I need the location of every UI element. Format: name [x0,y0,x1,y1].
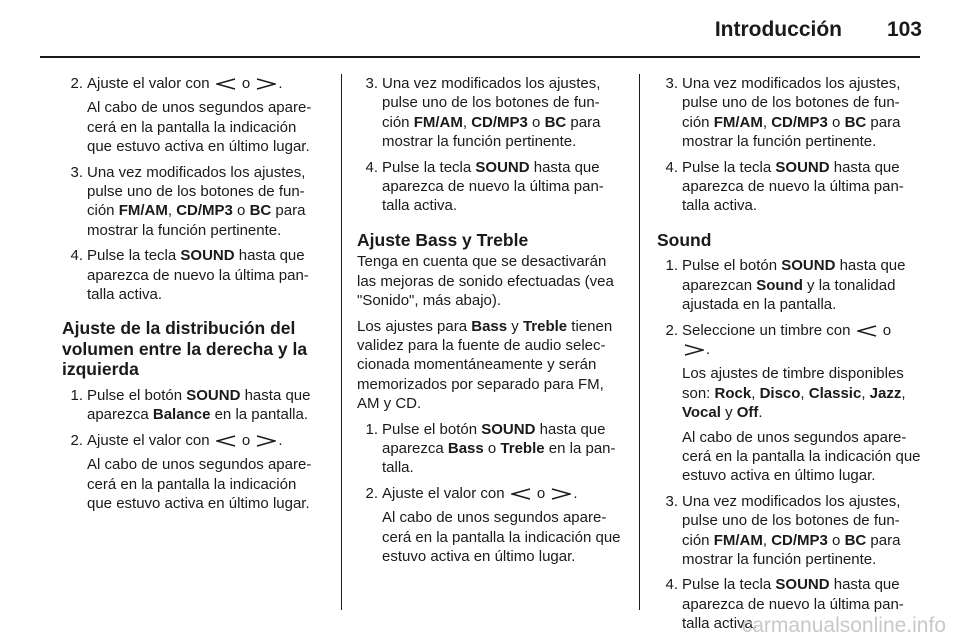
item-number: 2. [70,431,83,449]
item-number: 2. [70,75,83,92]
item-text: . [706,340,711,358]
item-body [682,492,923,570]
button-name: SOUND [475,158,530,176]
item-text: . [278,431,283,449]
button-name: FM/AM [713,113,763,131]
item-text: , [462,113,472,131]
item-body [382,158,625,216]
item-text: o [827,531,845,549]
tone-option: Rock [714,384,752,402]
item-text: o [232,202,250,220]
item-text: o [527,113,545,131]
right-triangle-icon [684,344,704,356]
button-name: CD/MP3 [771,113,828,131]
display-text: Treble [500,440,545,457]
item-text: . [758,404,763,422]
header-rule [40,56,920,58]
item-text: , [167,202,177,220]
item-number: 3. [70,163,83,181]
item-text: , [861,384,870,402]
list-item [657,158,923,216]
list-item [657,321,923,486]
item-text: o [532,484,550,502]
item-text: Ajuste el valor con [87,431,214,449]
list-item [357,484,625,567]
page-title: Introducción [714,18,842,41]
item-number: 4. [665,158,678,176]
column-1 [62,74,324,519]
item-body [382,484,625,567]
watermark: carmanualsonline.info [741,614,946,637]
item-text: Los ajustes de timbre disponibles son: [682,365,904,402]
button-name: CD/MP3 [471,113,528,131]
item-text: Una vez modificados los ajustes, pulse uno de los botones de fun-ción [682,75,901,131]
item-body [682,321,923,486]
item-text: en la pantalla. [210,406,308,424]
item-text: Pulse el botón [382,420,482,438]
item-text: para mostrar la función pertinente. [382,113,601,151]
item-body [87,163,324,241]
item-text: Ajuste el valor con [382,484,509,502]
item-number: 2. [365,484,378,502]
item-text: , [762,531,772,549]
item-text: en la pan-talla. [382,440,616,477]
item-text: Pulse la tecla [382,158,476,176]
button-name: SOUND [186,386,241,404]
item-text: y [507,317,523,335]
tone-option: Disco [759,384,801,402]
item-text: Pulse la tecla [87,247,181,265]
body-paragraph: Tenga en cuenta que se desactivarán las mejoras de sonido efectuadas (vea "Sonido", más abajo). [357,253,614,310]
item-body [87,386,324,425]
left-triangle-icon [216,78,236,90]
list-item [62,246,324,304]
column-divider [341,74,342,610]
item-text: y la tonalidad ajustada en la pantalla. [682,276,896,314]
item-body [87,246,324,304]
item-body [682,74,923,152]
item-body [682,158,923,216]
display-text: Sound [756,276,803,294]
left-triangle-icon [857,325,877,337]
item-text: . [278,75,283,92]
display-text: Bass [471,317,508,335]
right-triangle-icon [256,435,276,447]
item-number: 2. [665,321,678,339]
item-paragraph: Al cabo de unos segundos apare-cerá en la pantalla la indicación que estuvo activa en último lugar. [682,428,921,485]
item-text: hasta que aparezca de nuevo la última pan-talla activa. [382,158,604,215]
tone-option: Vocal [682,404,721,422]
item-text: hasta que aparezca [87,386,311,424]
item-text: para mostrar la función pertinente. [682,113,901,151]
button-name: SOUND [781,257,836,275]
item-text: o [237,75,255,92]
item-text: , [751,384,760,402]
button-name: BC [844,113,867,131]
column-2 [357,74,625,572]
display-text: Bass [447,440,484,457]
section-heading: Ajuste de la distribución del volumen entre la derecha y la izquierda [62,318,308,380]
button-name: SOUND [775,158,830,176]
tone-option: Jazz [869,384,902,402]
item-text: , [762,113,772,131]
column-3 [657,74,923,640]
button-name: BC [844,531,867,549]
item-text: o [878,321,892,339]
item-number: 3. [665,75,678,92]
left-triangle-icon [511,488,531,500]
button-name: SOUND [775,576,830,594]
item-text: , [800,384,809,402]
page-number: 103 [886,18,922,41]
tone-option: Off [736,404,759,422]
button-name: SOUND [481,420,536,438]
item-text: Pulse el botón [682,257,782,275]
item-body [682,256,923,314]
list-item [62,74,324,157]
item-paragraph: Al cabo de unos segundos apare-cerá en la pantalla la indicación que estuvo activa en último lugar. [87,99,312,156]
item-text: hasta que aparezca de nuevo la última pan-talla activa. [682,576,904,633]
item-text: hasta que aparezca de nuevo la última pan-talla activa. [87,247,309,304]
item-text: hasta que aparezcan [682,257,906,294]
item-number: 1. [365,420,378,438]
item-text: Pulse el botón [87,386,187,404]
item-number: 4. [70,247,83,265]
item-text: Los ajustes para [357,317,472,335]
button-name: SOUND [180,247,235,265]
item-text: o [827,113,845,131]
item-number: 4. [665,576,678,594]
page-header [0,0,960,62]
item-paragraph [682,364,923,422]
body-paragraph [357,317,625,414]
button-name: CD/MP3 [771,531,828,549]
left-triangle-icon [216,435,236,447]
list-item [62,163,324,241]
item-body [87,74,324,157]
right-triangle-icon [551,488,571,500]
button-name: FM/AM [713,531,763,549]
item-text: Una vez modificados los ajustes, pulse uno de los botones de fun-ción [87,163,306,220]
item-text: Pulse la tecla [682,158,776,176]
tone-option: Classic [808,384,862,402]
item-text: Una vez modificados los ajustes, pulse uno de los botones de fun-ción [682,492,901,549]
display-text: Balance [152,406,211,424]
list-item [357,420,625,478]
button-name: BC [249,202,272,220]
right-triangle-icon [256,78,276,90]
display-text: Treble [522,317,568,335]
list-item [657,256,923,314]
item-number: 3. [365,75,378,92]
item-number: 4. [365,158,378,176]
item-text: Pulse la tecla [682,576,776,594]
item-paragraph: Al cabo de unos segundos apare-cerá en la pantalla la indicación que estuvo activa en último lugar. [87,456,312,512]
item-body [87,431,324,514]
list-item [62,431,324,514]
item-text: y [720,404,737,422]
item-text: , [901,384,906,402]
item-text: hasta que aparezca de nuevo la última pan-talla activa. [682,158,904,215]
item-text: hasta que aparezca [382,420,606,457]
list-item [357,74,625,152]
item-number: 3. [665,492,678,510]
button-name: FM/AM [413,113,463,131]
item-text: tienen validez para la fuente de audio selec-cionada momentáneamente y serán memorizados por separado para FM, AM y CD. [357,317,613,413]
column-divider [639,74,640,610]
item-paragraph: Al cabo de unos segundos apare-cerá en la pantalla la indicación que estuvo activa en último lugar. [382,509,621,566]
section-heading: Sound [657,229,712,250]
item-text: . [573,484,578,502]
item-text: Seleccione un timbre con [682,321,855,339]
item-number: 1. [70,386,83,404]
item-text: o [237,431,255,449]
item-text: o [483,440,501,457]
item-text: Ajuste el valor con [87,75,214,92]
section-heading: Ajuste Bass y Treble [357,229,529,250]
list-item [657,492,923,570]
item-body [382,74,625,152]
list-item [62,386,324,425]
item-text: para mostrar la función pertinente. [87,202,306,239]
item-body [382,420,625,478]
button-name: FM/AM [118,202,168,220]
item-text: para mostrar la función pertinente. [682,531,901,569]
item-text: Una vez modificados los ajustes, pulse uno de los botones de fun-ción [382,75,601,131]
list-item [657,74,923,152]
list-item [357,158,625,216]
item-number: 1. [665,257,678,275]
button-name: CD/MP3 [176,202,233,220]
button-name: BC [544,113,567,131]
